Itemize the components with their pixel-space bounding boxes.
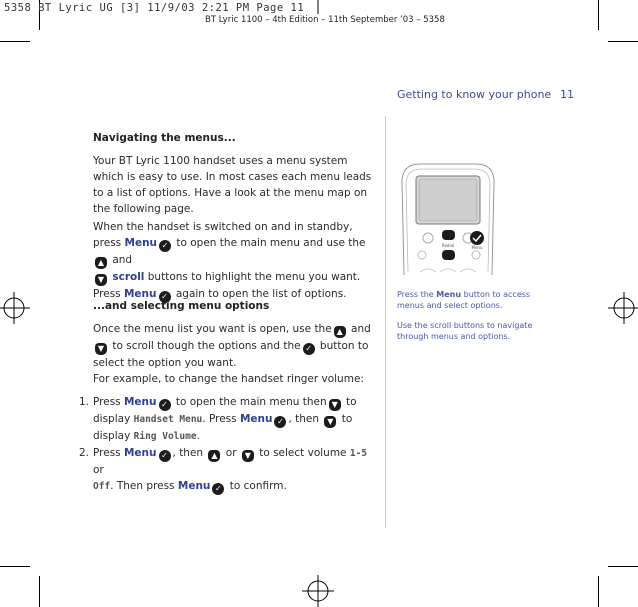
menu-ok-icon: ✓: [159, 399, 171, 411]
menu-ok-icon: ✓: [212, 483, 224, 495]
running-head: Getting to know your phone: [397, 88, 552, 101]
paragraph-selecting: Once the menu list you want is open, use the ▲ and ▼ to scroll though the options and the ✓ button to select the option you want.: [93, 323, 371, 369]
scroll-down-icon: ▼: [242, 450, 254, 462]
menu-ok-icon: ✓: [159, 291, 171, 303]
menu-ok-icon: ✓: [274, 416, 286, 428]
menu-ok-icon: ✓: [159, 240, 171, 252]
crop-mark: [608, 566, 638, 567]
heading-navigating: Navigating the menus...: [93, 132, 236, 144]
crop-mark: [598, 0, 599, 30]
crop-mark: [608, 41, 638, 42]
menu-ok-icon: ✓: [303, 343, 315, 355]
handset-illustration: [398, 160, 498, 275]
paragraph-navigate: When the handset is switched on and in standby, press Menu ✓ to open the main menu and use the▲ and ▼ scroll buttons to highlight the menu you want. Press Menu ✓ again to open the list of options.: [93, 221, 366, 301]
column-divider: [385, 116, 386, 528]
handset-menu-label: Menu: [471, 245, 483, 250]
crop-mark: [598, 576, 599, 607]
sidenote-scroll: Use the scroll buttons to navigate through menus and options.: [397, 321, 533, 341]
scroll-down-icon: ▼: [95, 274, 107, 286]
crop-mark: [0, 41, 30, 42]
crop-mark: [0, 566, 30, 567]
scroll-up-icon: ▲: [334, 326, 346, 338]
paragraph-intro: Your BT Lyric 1100 handset uses a menu system which is easy to use. In most cases each menu leads to a list of options. Have a look at the menu map on the following page.: [93, 155, 372, 215]
paragraph-example: For example, to change the handset ringer volume:: [93, 373, 364, 385]
scroll-up-icon: ▲: [95, 257, 107, 269]
registration-mark-bottom: [298, 575, 338, 607]
sidenote-menu: Press the Menu button to access menus and select options.: [397, 290, 531, 310]
page-number: 11: [560, 88, 574, 101]
scroll-down-icon: ▼: [324, 416, 336, 428]
print-slug: 5358 BT Lyric UG [3] 11/9/03 2:21 PM Page 11: [4, 2, 305, 14]
scroll-down-icon: ▼: [95, 343, 107, 355]
handset-redial-label: Redial: [441, 243, 455, 248]
registration-mark-right: [608, 290, 638, 326]
step-2: 2. Press Menu ✓ , then ▲ or ▼ to select volume 1-5 or Off. Then press Menu ✓ to confirm.: [79, 447, 368, 493]
menu-ok-icon: ✓: [159, 450, 171, 462]
step-1: 1. Press Menu ✓ to open the main menu then ▼ to display Handset Menu. Press Menu ✓ , then ▼ to display Ring Volume.: [79, 396, 357, 442]
registration-mark-left: [0, 290, 30, 326]
scroll-up-icon: ▲: [208, 450, 220, 462]
heading-selecting: ...and selecting menu options: [93, 300, 270, 312]
edition-line: BT Lyric 1100 – 4th Edition – 11th September ’03 – 5358: [205, 15, 445, 25]
crop-mark: [39, 576, 40, 607]
scroll-down-icon: ▼: [329, 399, 341, 411]
